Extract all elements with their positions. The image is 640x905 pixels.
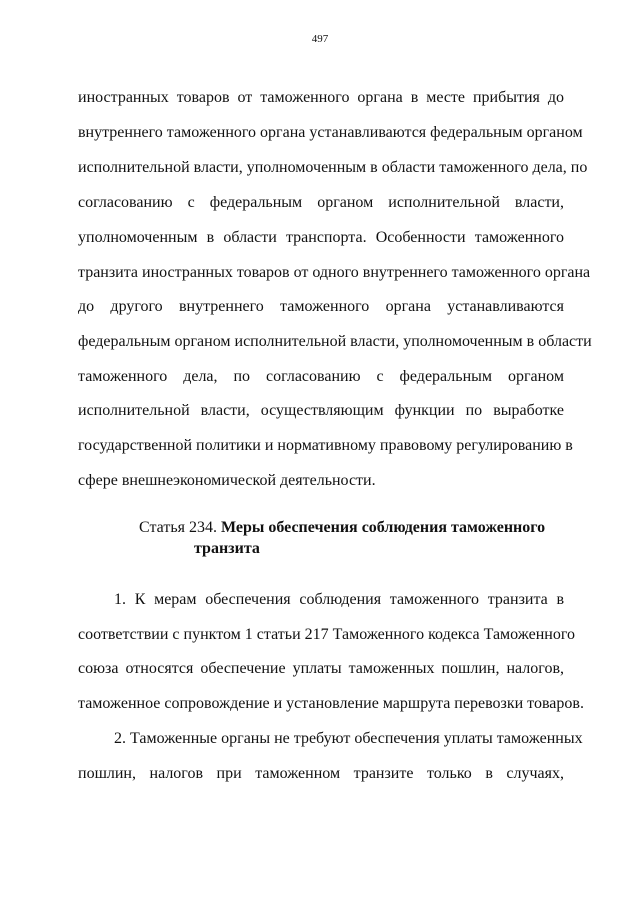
paragraph-1-line: исполнительной власти, осуществляющим функции по выработке bbox=[78, 402, 564, 419]
paragraph-1-line: федеральным органом исполнительной власти, уполномоченным в области bbox=[78, 333, 592, 350]
article-title-line-1: Меры обеспечения соблюдения таможенного bbox=[220, 519, 546, 536]
paragraph-1-line: таможенного дела, по согласованию с федеральным органом bbox=[78, 368, 564, 385]
paragraph-2-line: союза относятся обеспечение уплаты таможенных пошлин, налогов, bbox=[78, 660, 564, 677]
paragraph-1-line: согласованию с федеральным органом исполнительной власти, bbox=[78, 194, 564, 211]
paragraph-1-line: транзита иностранных товаров от одного внутреннего таможенного органа bbox=[78, 264, 591, 281]
paragraph-1-line: сфере внешнеэкономической деятельности. bbox=[78, 472, 376, 489]
paragraph-3-line: пошлин, налогов при таможенном транзите только в случаях, bbox=[78, 765, 564, 782]
article-heading bbox=[139, 518, 545, 538]
paragraph-1-line: исполнительной власти, уполномоченным в области таможенного дела, по bbox=[78, 159, 588, 176]
paragraph-1-line: внутреннего таможенного органа устанавливаются федеральным органом bbox=[78, 124, 583, 141]
paragraph-2-line: таможенное сопровождение и установление маршрута перевозки товаров. bbox=[78, 695, 584, 712]
paragraph-1-line: до другого внутреннего таможенного органа устанавливаются bbox=[78, 298, 564, 315]
article-title-line-2: транзита bbox=[194, 540, 260, 557]
paragraph-2-line: 1. К мерам обеспечения соблюдения таможенного транзита в bbox=[114, 591, 564, 608]
paragraph-1-line: уполномоченным в области транспорта. Особенности таможенного bbox=[78, 229, 564, 246]
paragraph-2-line: соответствии с пунктом 1 статьи 217 Таможенного кодекса Таможенного bbox=[78, 626, 576, 643]
paragraph-1-line: иностранных товаров от таможенного органа в месте прибытия до bbox=[78, 89, 564, 106]
article-prefix: Статья 234. bbox=[139, 519, 217, 536]
paragraph-3-line: 2. Таможенные органы не требуют обеспечения уплаты таможенных bbox=[114, 730, 583, 747]
article-heading-continuation bbox=[194, 539, 260, 559]
page-number: 497 bbox=[311, 33, 329, 45]
paragraph-1-line: государственной политики и нормативному правовому регулированию в bbox=[78, 437, 573, 454]
